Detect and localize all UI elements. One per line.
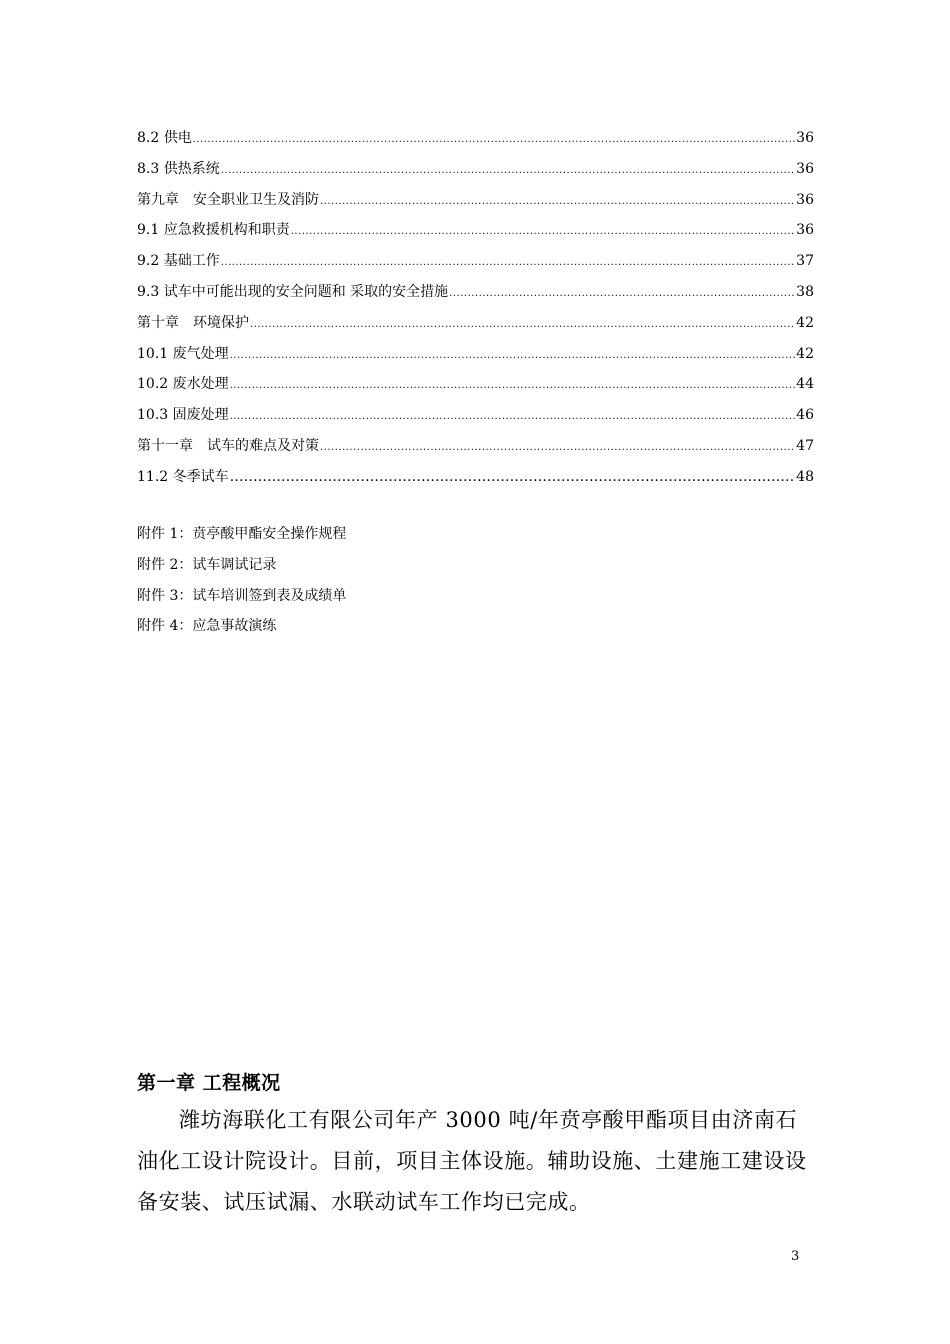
toc-leader bbox=[291, 220, 795, 244]
toc-entry-page: 36 bbox=[796, 160, 814, 177]
body-paragraph: 潍坊海联化工有限公司年产 3000 吨/年贲亭酸甲酯项目由济南石油化工设计院设计。目前，项目主体设施。辅助设施、土建施工建设设备安装、试压试漏、水联动试车工作均已完成。 bbox=[137, 1108, 807, 1214]
toc-entry[interactable] bbox=[137, 218, 814, 249]
toc-entry-page: 42 bbox=[796, 314, 814, 331]
toc-entry-page: 44 bbox=[796, 376, 814, 393]
toc-entry-title: 8.3 供热系统 bbox=[137, 160, 220, 177]
toc-leader bbox=[230, 465, 796, 489]
toc-leader bbox=[230, 344, 796, 368]
toc-entry-title: 第九章 安全职业卫生及消防 bbox=[137, 191, 319, 208]
toc-leader bbox=[221, 251, 795, 275]
toc-entry[interactable] bbox=[137, 249, 814, 280]
toc-entry-title: 9.3 试车中可能出现的安全问题和 采取的安全措施 bbox=[137, 283, 449, 300]
toc-entry-page: 38 bbox=[796, 283, 814, 300]
toc-entry-page: 48 bbox=[796, 468, 814, 485]
appendix-item: 附件 2：试车调试记录 bbox=[137, 556, 277, 573]
toc-entry[interactable] bbox=[137, 126, 814, 157]
toc-leader bbox=[193, 128, 795, 152]
toc-entry-page: 36 bbox=[796, 130, 814, 146]
toc-entry-title: 11.2 冬季试车 bbox=[137, 468, 229, 485]
toc-entry[interactable] bbox=[137, 465, 814, 496]
toc-leader bbox=[230, 405, 796, 429]
toc-entry-page: 47 bbox=[796, 437, 814, 454]
toc-entry[interactable] bbox=[137, 403, 814, 434]
toc-entry-title: 第十一章 试车的难点及对策 bbox=[137, 437, 319, 454]
toc-leader bbox=[449, 282, 795, 306]
appendix-item: 附件 1：贲亭酸甲酯安全操作规程 bbox=[137, 526, 347, 542]
toc-entry-title: 10.1 废气处理 bbox=[137, 345, 229, 362]
toc-entry-page: 46 bbox=[796, 407, 814, 424]
toc-leader bbox=[320, 436, 795, 460]
toc-entry[interactable] bbox=[137, 188, 814, 219]
toc-entry-page: 36 bbox=[796, 191, 814, 208]
appendix-item: 附件 3：试车培训签到表及成绩单 bbox=[137, 587, 347, 604]
appendix-list bbox=[137, 522, 346, 645]
toc-leader bbox=[320, 190, 795, 214]
toc-entry[interactable] bbox=[137, 342, 814, 373]
toc-entry-page: 36 bbox=[796, 222, 814, 239]
toc-entry[interactable] bbox=[137, 372, 814, 403]
page-number: 3 bbox=[791, 1249, 800, 1264]
toc-entry-page: 42 bbox=[796, 345, 814, 362]
toc-entry-title: 第十章 环境保护 bbox=[137, 314, 249, 331]
toc-entry[interactable] bbox=[137, 311, 814, 342]
toc-entry-title: 10.2 废水处理 bbox=[137, 376, 229, 393]
toc-entry-title: 9.1 应急救援机构和职责 bbox=[137, 222, 290, 239]
toc-entry-title: 9.2 基础工作 bbox=[137, 253, 220, 270]
toc-entry-page: 37 bbox=[796, 253, 814, 270]
chapter-heading: 第一章 工程概况 bbox=[137, 1072, 281, 1094]
toc-leader bbox=[221, 159, 795, 183]
toc-entry[interactable] bbox=[137, 434, 814, 465]
toc-leader bbox=[230, 374, 796, 398]
toc-entry-title: 8.2 供电 bbox=[137, 130, 192, 146]
toc-leader bbox=[250, 313, 795, 337]
toc-entry[interactable] bbox=[137, 157, 814, 188]
table-of-contents bbox=[137, 126, 814, 496]
toc-entry[interactable] bbox=[137, 280, 814, 311]
appendix-item: 附件 4：应急事故演练 bbox=[137, 618, 277, 635]
toc-entry-title: 10.3 固废处理 bbox=[137, 407, 229, 424]
